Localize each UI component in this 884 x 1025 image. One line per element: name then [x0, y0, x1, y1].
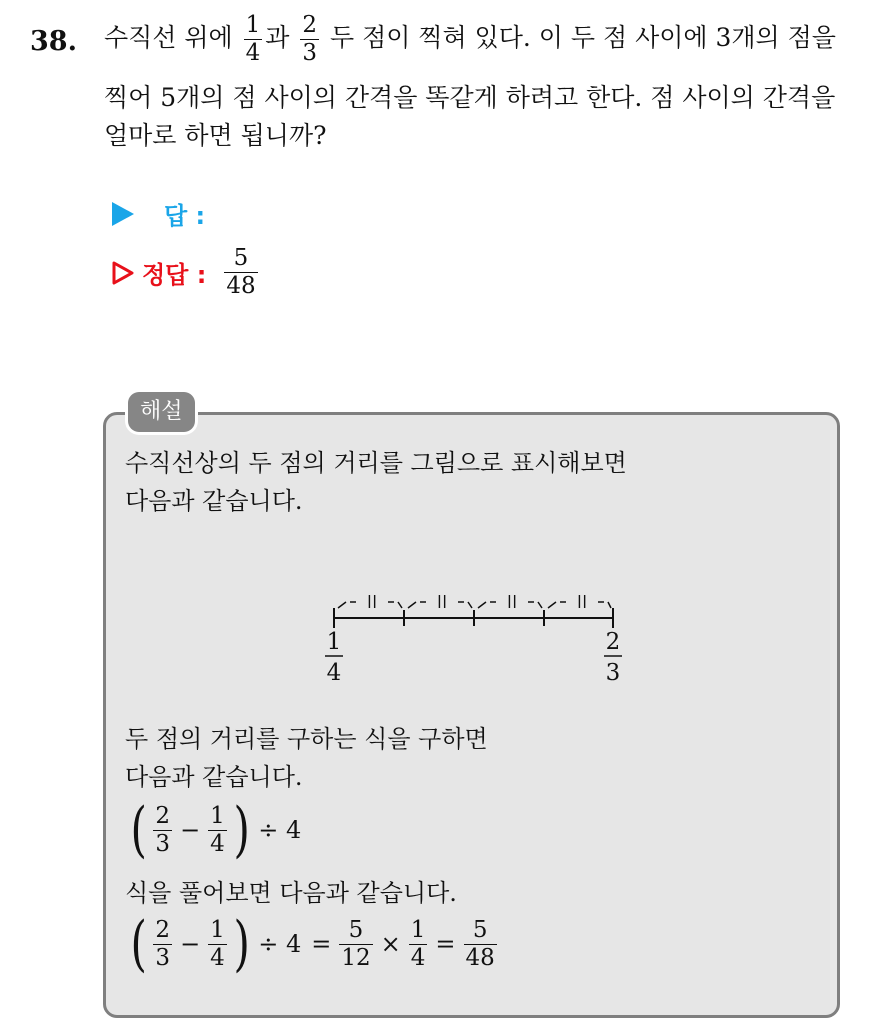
question-number: 38. [30, 26, 77, 57]
fraction-two-thirds: $\frac{2}{3}$ [302, 12, 318, 66]
gap-bracket [478, 602, 496, 608]
equals-sign: = [311, 930, 332, 958]
gap-bracket [598, 602, 611, 608]
right-frac-den: 3 [605, 660, 621, 686]
question-line-2: 찍어 5개의 점 사이의 간격을 똑같게 하려고 한다. 점 사이의 간격을 [104, 83, 836, 112]
divide-term: ÷ 4 [258, 930, 302, 958]
equal-mark: ǀǀ [576, 592, 588, 613]
explanation-line: 다음과 같습니다. [125, 487, 303, 515]
question-text: 두 점이 찍혀 있다. 이 두 점 사이에 3개의 점을 [330, 23, 836, 52]
gap-bracket [408, 602, 426, 608]
explanation-tag: 해설 [128, 392, 195, 432]
question-text: 수직선 위에 [104, 23, 233, 52]
explanation-line: 식을 풀어보면 다음과 같습니다. [125, 879, 457, 907]
fraction: $\frac{2}{3}$ [155, 802, 171, 857]
fraction-one-quarter: $\frac{1}{4}$ [245, 12, 261, 66]
left-frac-den: 4 [326, 660, 342, 686]
number-line-diagram [300, 576, 640, 696]
fraction: $\frac{1}{4}$ [410, 916, 426, 971]
left-frac-num: 1 [326, 629, 342, 655]
fraction: $\frac{2}{3}$ [155, 916, 171, 971]
gap-bracket [388, 602, 402, 608]
gap-bracket [528, 602, 542, 608]
question-line-1 [104, 14, 836, 65]
minus-sign: − [180, 816, 201, 844]
play-triangle-icon [112, 202, 134, 226]
question-text: 과 [265, 23, 290, 52]
times-sign: × [380, 930, 401, 958]
gap-bracket [458, 602, 472, 608]
equal-mark: ǀǀ [436, 592, 448, 613]
expression-2 [127, 909, 500, 979]
correct-answer-label: 정답 : [142, 261, 207, 289]
left-paren: ( [130, 909, 147, 979]
left-paren: ( [130, 795, 147, 865]
right-paren: ) [233, 909, 250, 979]
explanation-line: 다음과 같습니다. [125, 763, 303, 791]
answer-label: 답 : [164, 202, 206, 230]
explanation-line: 두 점의 거리를 구하는 식을 구하면 [125, 725, 488, 753]
fraction: $\frac{1}{4}$ [210, 916, 225, 971]
expression-1 [127, 795, 306, 865]
fraction: $\frac{5}{12}$ [341, 916, 371, 971]
gap-bracket [548, 602, 566, 608]
outlined-triangle-icon [112, 261, 134, 285]
right-paren: ) [233, 795, 250, 865]
explanation-line: 수직선상의 두 점의 거리를 그림으로 표시해보면 [125, 449, 627, 477]
divide-term: ÷ 4 [258, 816, 302, 844]
equal-mark: ǀǀ [506, 592, 518, 613]
correct-answer-row [112, 247, 261, 298]
fraction: $\frac{1}{4}$ [210, 802, 225, 857]
minus-sign: − [180, 930, 201, 958]
right-frac-num: 2 [605, 629, 621, 655]
question-line-3: 얼마로 하면 됩니까? [104, 121, 327, 150]
equal-mark: ǀǀ [366, 592, 378, 613]
answer-row [112, 196, 205, 231]
gap-bracket [338, 602, 356, 608]
equals-sign: = [435, 930, 456, 958]
fraction: $\frac{5}{48}$ [465, 916, 495, 971]
correct-answer-value: $\frac{5}{48}$ [226, 245, 256, 299]
